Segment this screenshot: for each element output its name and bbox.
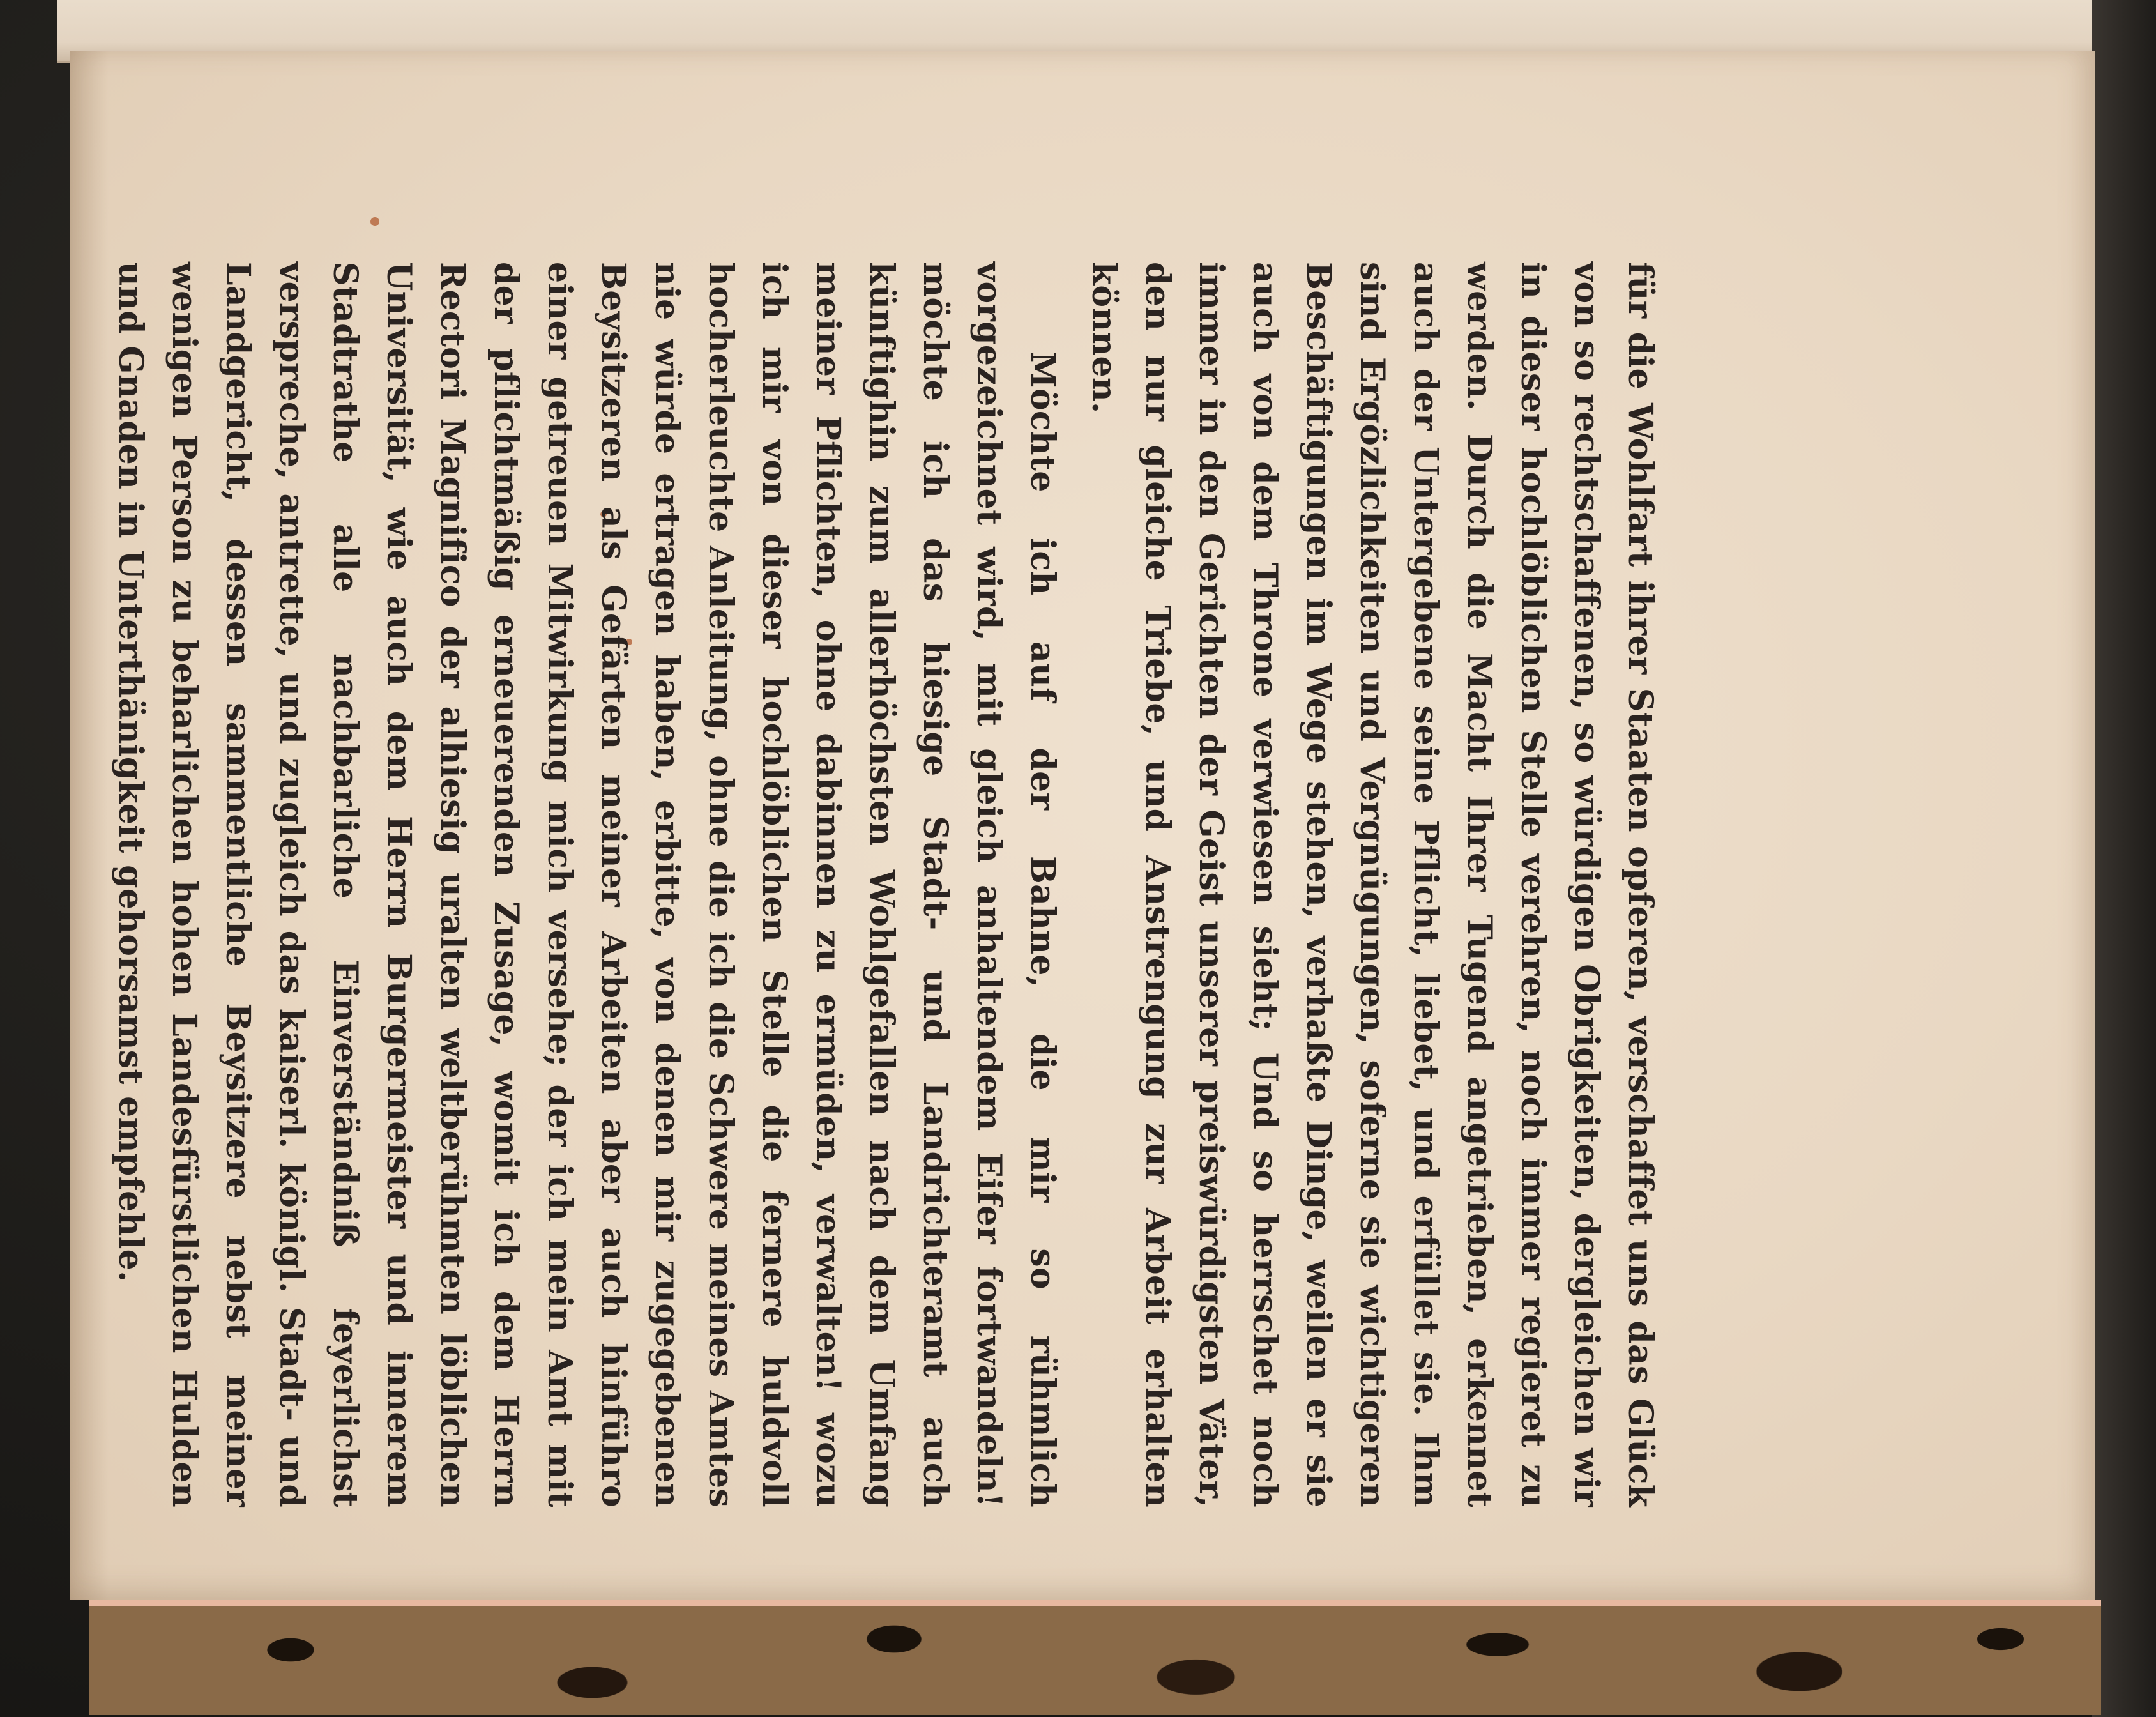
paper-speck	[370, 217, 379, 226]
rotated-text-block	[111, 262, 1667, 1507]
book-spine	[2092, 0, 2156, 1717]
paragraph-2: Möchte ich auf der Bahne, die mir so rühmlich vorgezeichnet wird, mit gleich anhaltendem Eifer fortwandeln! möchte ich das hiesige Stadt- und Landrichteramt auch künftighin zum allerhöchsten Wohlgefallen nach dem Umfang meiner Pflichten, ohne dabinnen zu ermüden, verwalten! wozu ich mir von dieser hochlöblichen Stelle die fernere huldvoll hocherleuchte Anleitung, ohne die ich die Schwere meines Amtes nie würde ertragen haben, erbitte, von denen mir zugegebenen Beysitzeren als Gefärten meiner Arbeiten aber auch hinführo einer getreuen Mitwirkung mich versehe; der ich mein Amt mit der pflichtmäßig erneuerenden Zusage, womit ich dem Herrn Rectori Magnifico der alhiesig uralten weltberühmten löblichen Universität, wie auch dem Herrn Burgermeister und innerem Stadtrathe alle nachbarliche Einverständniß feyerlichst verspreche, antrette, und zugleich das kaiserl. königl. Stadt- und Landgericht, dessen sammentliche Beysitzere nebst meiner wenigen Person zu beharlichen hohen Landesfürstlichen Hulden und Gnaden in Unterthänigkeit gehorsamst empfehle.	[111, 262, 1062, 1507]
paragraph-1: für die Wohlfart ihrer Staaten opferen, verschaffet uns das Glück von so rechtschaffenen, so würdigen Obrigkeiten, dergleichen wir in dieser hochlöblichen Stelle verehren, noch immer regieret zu werden. Durch die Macht Ihrer Tugend angetrieben, erkennet auch der Untergebene seine Pflicht, liebet, und erfüllet sie. Ihm sind Ergözlichkeiten und Vergnügungen, soferne sie wichtigeren Beschäftigungen im Wege stehen, verhaßte Dinge, weilen er sie auch von dem Throne verwiesen sieht; Und so herrschet noch immer in den Gerichten der Geist unserer preiswürdigsten Väter, den nur gleiche Triebe, und Anstrengung zur Arbeit erhalten können.	[1084, 262, 1660, 1507]
marbled-cover-edge	[89, 1600, 2101, 1715]
book-page	[70, 51, 2095, 1600]
text-body	[70, 262, 1667, 1507]
